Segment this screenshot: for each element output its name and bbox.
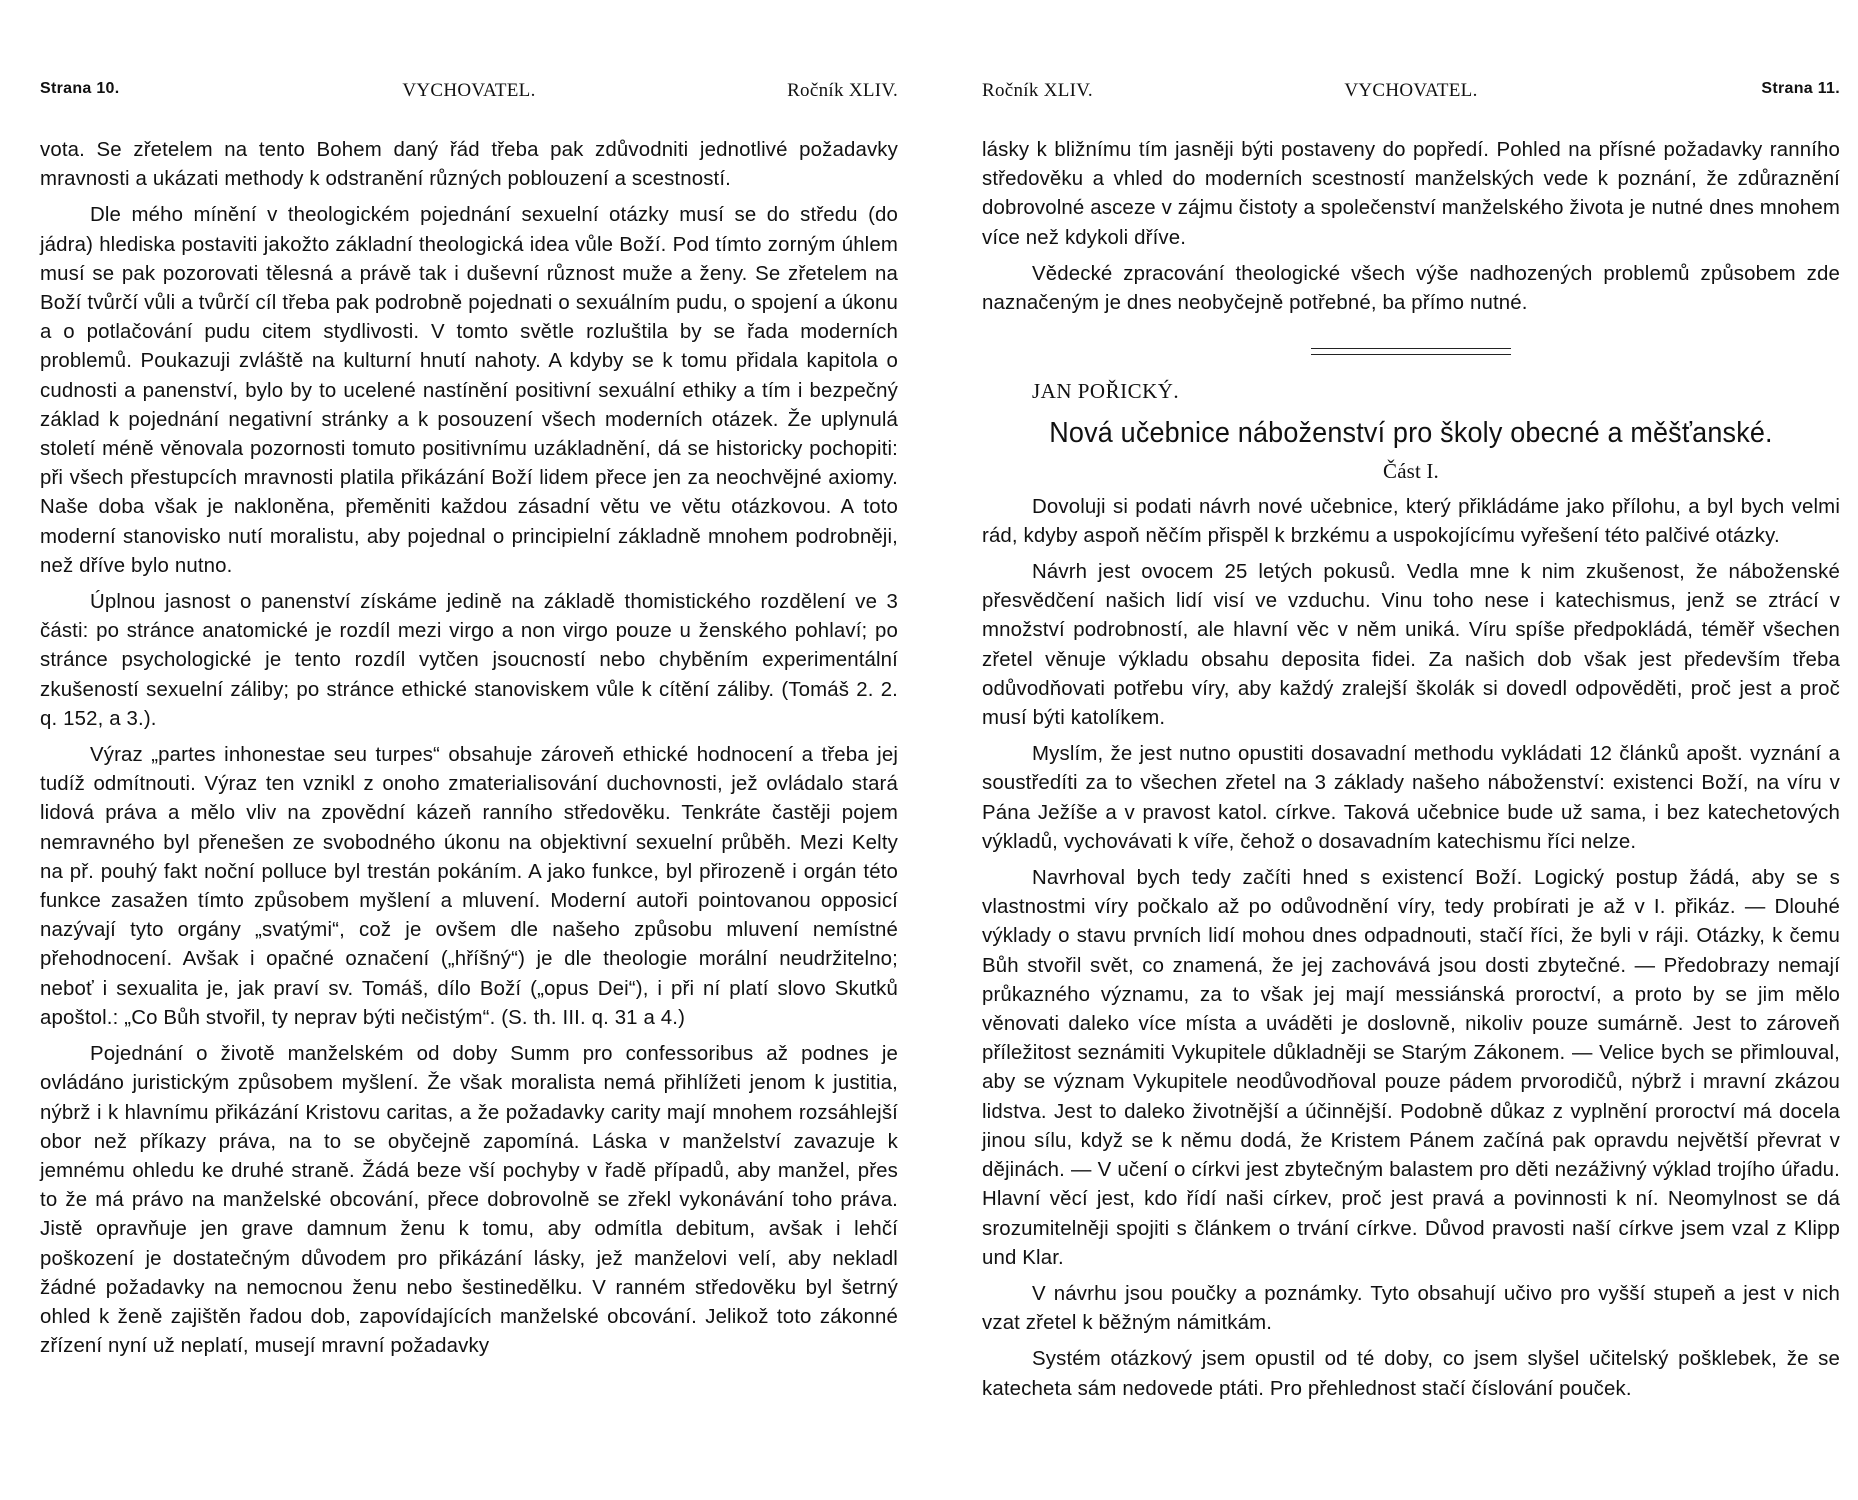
paragraph: Navrhoval bych tedy začíti hned s existencí Boží. Logický postup žádá, aby se s vlastnostmi víry počkalo až po odůvodnění víry, tedy probírati je až v I. přikáz. — Dlouhé výklady o stavu prvních lidí mohou dnes odpadnouti, stačí říci, že byli v ráji. Otázky, k čemu Bůh stvořil svět, co znamená, že jej zachovává jsou dosti zbytečné. — Předobrazy nemají průkazného významu, za to však jej mají messiánská proroctví, a proto by se jim mělo věnovati daleko více místa a uváděti je doslovně, nikoliv pouze sumárně. Jest to zároveň příležitost seznámiti Vykupitele důkladněji se Starým Zákonem. — Velice bych se přimlouval, aby se význam Vykupitele neodůvodňoval pouze pádem prvorodičů, nýbrž i mravní zkázou lidstva. Jest to daleko životnější a účinnější. Podobně důkaz z vyplnění proroctví má docela jinou sílu, když se k němu dodá, že Kristem Pánem začíná pak opravdu největší převrat v dějinách. — V učení o církvi jest zbytečným balastem pro děti nezáživný výklad trojího úřadu. Hlavní věcí jest, kdo řídí naši církev, proč jest pravá a povinnosti k ní. Neomylnost se dá srozumitelněji spojiti s článkem o trvání církve. Důvod pravosti naší církve jsem vzal z Klipp und Klar. xyxy=(982,867,1840,1269)
paragraph: Výraz „partes inhonestae seu turpes“ obsahuje zároveň ethické hodnocení a třeba jej tudíž odmítnouti. Výraz ten vznikl z onoho zmaterialisování duchovnosti, jež ovládalo stará lidová práva a mělo vliv na zpovědní kázeň ranního středověku. Tenkráte častěji pojem nemravného byl přenešen ze svobodného úkonu na objektivní sexuelní průběh. Mezi Kelty na př. pouhý fakt noční polluce byl trestán pokáním. A jako funkce, byl přirozeně i orgán této funkce zasažen tímto způsobem myšlení a mluvení. Moderní autoři pointovanou opposicí nazývají tyto orgány „svatými“, což je ovšem dle našeho způsobu mluvení nemístné přehodnocení. Avšak i opačné označení („hříšný“) je dle theologie morální neudržitelno; neboť i sexualita je, jak praví sv. Tomáš, dílo Boží („opus Dei“), i při ní platí slovo Skutků apoštol.: „Co Bůh stvořil, ty neprav býti nečistým“. (S. th. III. q. 31 a 4.) xyxy=(40,744,898,1029)
paragraph: V návrhu jsou poučky a poznámky. Tyto obsahují učivo pro vyšší stupeň a jest v nich vzat zřetel k běžným námitkám. xyxy=(982,1282,1840,1335)
paragraph: Pojednání o životě manželském od doby Summ pro confessoribus až podnes je ovládáno juristickým způsobem myšlení. Že však moralista nemá přihlížeti jenom k justitia, nýbrž i k hlavnímu přikázání Kristovu caritas, a že požadavky carity mají mnohem rozsáhlejší obor než příkazy práva, na to se obyčejně zapomíná. Láska v manželství zavazuje k jemnému ohledu ke druhé straně. Žádá beze vší pochyby v řadě případů, aby manžel, přes to že má právo na manželské obcování, přece dobrovolně se zřekl vykonávání toho práva. Jistě opravňuje jen grave damnum ženu k tomu, aby odmítla debitum, avšak i lehčí poškození je dostatečným důvodem pro přikázání lásky, jež manželovi velí, aby nekladl žádné požadavky na nemocnou ženu nebo šestinedělku. V ranném středověku byl šetrný ohled k ženě zajištěn řadou dob, zapovídajících manželské obcování. Jelikož toto zákonné zřízení nyní už neplatí, musejí mravní požadavky xyxy=(40,1043,898,1358)
left-page-body xyxy=(40,136,898,1368)
paragraph: Dovoluji si podati návrh nové učebnice, který přikládáme jako přílohu, a byl bych velmi rád, kdyby aspoň něčím přispěl k brzkému a uspokojícímu vyřešení této palčivé otázky. xyxy=(982,495,1840,547)
left-page xyxy=(40,0,898,1500)
volume-label: Ročník XLIV. xyxy=(787,80,898,101)
right-page-header xyxy=(982,80,1840,108)
paragraph: lásky k bližnímu tím jasněji býti postaveny do popředí. Pohled na přísné požadavky ranního středověku a vhled do moderních scestností manželských vede k poznání, že zdůraznění dobrovolné asceze v zájmu čistoty a společenství manželského života je nutné dnes mnohem více než kdykoli dříve. xyxy=(982,139,1840,249)
page-number: Strana 10. xyxy=(40,80,120,97)
article-author: JAN POŘICKÝ. xyxy=(1032,379,1180,404)
paragraph: Myslím, že jest nutno opustiti dosavadní methodu vykládati 12 článků apošt. vyznání a soustředíti za to všechen zřetel na 3 základy našeho náboženství: existenci Boží, na víru v Pána Ježíše a v pravost katol. církve. Taková učebnice bude už sama, i bez katechetových výkladů, vychovávati k víře, čehož o dosavadním katechismu říci nelze. xyxy=(982,743,1840,853)
journal-title: VYCHOVATEL. xyxy=(1344,80,1478,101)
left-page-header xyxy=(40,80,898,108)
paragraph: vota. Se zřetelem na tento Bohem daný řád třeba pak zdůvodniti jednotlivé požadavky mravnosti a ukázati methody k odstranění různých poblouzení a scestností. xyxy=(40,139,898,191)
article-title: Nová učebnice náboženství pro školy obecné a měšťanské. xyxy=(1049,417,1773,450)
paragraph: Úplnou jasnost o panenství získáme jedině na základě thomistického rozdělení ve 3 části: po stránce anatomické je rozdíl mezi virgo a non virgo pouze u ženského pohlaví; po stránce psychologické je tento rozdíl vytčen jsoucností nebo chyběním experimentální zkušeností sexuelní záliby; po stránce ethické stanoviskem vůle k cítění záliby. (Tomáš 2. 2. q. 152, a 3.). xyxy=(40,591,898,730)
journal-title: VYCHOVATEL. xyxy=(402,80,536,101)
right-page-body xyxy=(982,136,1840,1411)
paragraph: Systém otázkový jsem opustil od té doby, co jsem slyšel učitelský pošklebek, že se katecheta sám nedovede ptáti. Pro přehlednost stačí číslování pouček. xyxy=(982,1348,1840,1400)
section-divider xyxy=(1311,348,1511,355)
page-number: Strana 11. xyxy=(1761,80,1840,97)
paragraph: Vědecké zpracování theologické všech výše nadhozených problemů způsobem zde naznačeným je dnes neobyčejně potřebné, ba přímo nutné. xyxy=(982,262,1840,315)
article-part: Část I. xyxy=(1383,459,1439,484)
volume-label: Ročník XLIV. xyxy=(982,80,1093,101)
paragraph: Dle mého mínění v theologickém pojednání sexuelní otázky musí se do středu (do jádra) hlediska postaviti jakožto základní theologická idea vůle Boží. Pod tímto zorným úhlem musí se pak pozorovati tělesná a právě tak i duševní různost muže a ženy. Se zřetelem na Boží tvůrčí vůli a tvůrčí cíl třeba pak podrobně pojednati o sexuálním pudu, o spojení a úkonu a o potlačování pudu citem stydlivosti. V tomto světle rozluštila by se řada moderních problemů. Poukazuji zvláště na kulturní hnutí nahoty. A kdyby se k tomu přidala kapitola o cudnosti a panenství, bylo by to ucelené nastínění positivní sexuální ethiky a tím i bezpečný základ k pojednání negativní stránky a k posouzení všech moderních otázek. Že uplynulá století méně věnovala pozornosti tomuto positivnímu uzákladnění, dá se historicky pochopiti: při všech přestupcích mravnosti platila přikázání Boží lidem přece jen za neochvějné axiomy. Naše doba však je nakloněna, přeměniti každou zásadní větu ve větu otázkovou. A toto moderní stanovisko nutí moralistu, aby pojednal o principielní základně mnohem podrobněji, než dříve bylo nutno. xyxy=(40,204,898,577)
paragraph: Návrh jest ovocem 25 letých pokusů. Vedla mne k nim zkušenost, že náboženské přesvědčení našich lidí visí ve vzduchu. Vinu toho nese i katechismus, jenž se ztrácí v množství podrobností, ale hlavní věc v něm uniká. Víru spíše předpokládá, téměř všechen zřetel věnuje výkladu obsahu deposita fidei. Za našich dob však jest především třeba odůvodňovati potřebu víry, aby každý zralejší školák si dovedl odpověděti, proč jest a proč musí býti katolíkem. xyxy=(982,561,1840,730)
right-page xyxy=(982,0,1840,1500)
